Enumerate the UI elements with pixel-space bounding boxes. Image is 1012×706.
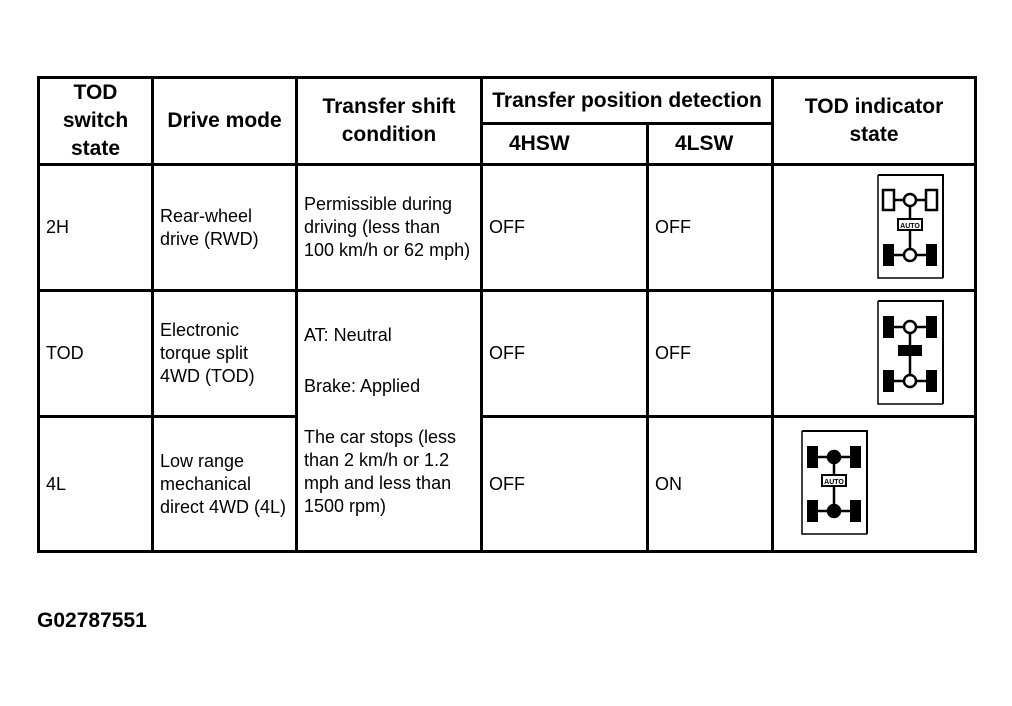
cell-switch-state: 4L xyxy=(39,417,153,552)
condition-at: AT: Neutral xyxy=(304,325,392,345)
tod-state-table xyxy=(37,76,977,553)
cell-indicator xyxy=(773,417,976,552)
cell-4hsw: OFF xyxy=(482,165,648,291)
header-4hsw: 4HSW xyxy=(482,124,648,165)
condition-brake: Brake: Applied xyxy=(304,376,421,396)
cell-switch-state: 2H xyxy=(39,165,153,291)
cell-indicator xyxy=(773,165,976,291)
rwd-indicator-icon xyxy=(870,172,948,284)
auto-label: AUTO xyxy=(900,222,920,230)
cell-shift-condition: Permissible during driving (less than 100 km/h or 62 mph) xyxy=(297,165,482,291)
cell-4hsw: OFF xyxy=(482,417,648,552)
cell-indicator xyxy=(773,291,976,417)
4l-indicator-icon xyxy=(794,428,872,540)
header-4lsw: 4LSW xyxy=(648,124,773,165)
cell-4lsw: OFF xyxy=(648,165,773,291)
header-shift-condition: Transfer shift condition xyxy=(297,78,482,165)
cell-switch-state: TOD xyxy=(39,291,153,417)
cell-drive-mode: Rear-wheel drive (RWD) xyxy=(153,165,297,291)
cell-4hsw: OFF xyxy=(482,291,648,417)
table-row xyxy=(39,291,976,417)
tod-indicator-icon xyxy=(870,298,948,410)
header-drive-mode: Drive mode xyxy=(153,78,297,165)
header-position-detection: Transfer position detection xyxy=(482,78,773,124)
figure-code: G02787551 xyxy=(37,609,147,632)
cell-drive-mode: Low range mechanical direct 4WD (4L) xyxy=(153,417,297,552)
table-row xyxy=(39,417,976,552)
header-switch-state: TOD switch state xyxy=(39,78,153,165)
cell-shift-condition-merged xyxy=(297,291,482,552)
condition-stop: The car stops (less than 2 km/h or 1.2 mph and less than 1500 rpm) xyxy=(304,427,457,516)
auto-label: AUTO xyxy=(824,479,844,486)
header-indicator: TOD indicator state xyxy=(773,78,976,165)
cell-4lsw: ON xyxy=(648,417,773,552)
cell-drive-mode: Electronic torque split 4WD (TOD) xyxy=(153,291,297,417)
cell-4lsw: OFF xyxy=(648,291,773,417)
table-row xyxy=(39,165,976,291)
